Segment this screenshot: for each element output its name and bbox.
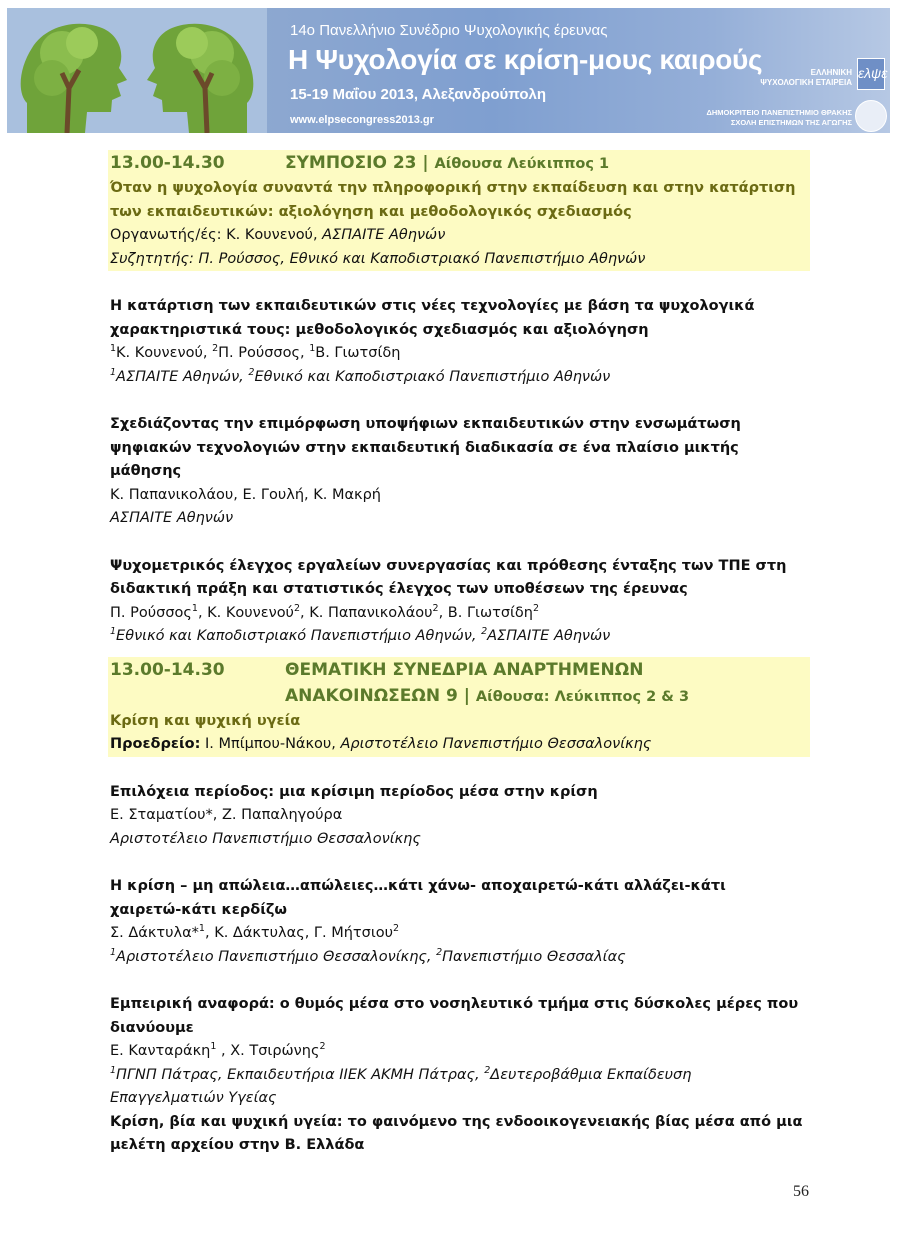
- author-separator: ,: [204, 925, 215, 941]
- paper-affiliations: ΑΣΠΑΙΤΕ Αθηνών: [110, 510, 234, 526]
- session-1-organizers-label: Οργανωτής/ές: Κ. Κουνενού,: [110, 227, 318, 243]
- duth-seal-logo: [855, 100, 887, 132]
- author-name: Π. Ρούσσος,: [218, 345, 310, 361]
- programme-content: [110, 150, 812, 1158]
- session-2-chair: [110, 733, 810, 757]
- author-name: Β. Γιωτσίδη: [315, 345, 401, 361]
- author-name: Κ. Δάκτυλας, Γ. Μήτσιου: [214, 925, 394, 941]
- affil-sup: 2: [481, 626, 488, 638]
- paper-title-line: Η κρίση – μη απώλεια…απώλειες…κάτι χάνω- αποχαιρετώ-κάτι αλλάζει-κάτι: [110, 878, 726, 894]
- author-separator: ,: [300, 604, 310, 621]
- affil-sup: 1: [110, 366, 117, 378]
- author-name: Ε. Κανταράκη: [110, 1043, 211, 1059]
- conference-dates: 15-19 Μαΐου 2013, Αλεξανδρούπολη: [290, 86, 546, 103]
- session-2-paper-4: [110, 1111, 812, 1158]
- affil-name: Αριστοτέλειο Πανεπιστήμιο Θεσσαλονίκης,: [116, 948, 437, 965]
- paper-title-line: Κρίση, βία και ψυχική υγεία: το φαινόμενο της ενδοοικογενειακής βίας μέσα από μια: [110, 1113, 803, 1130]
- author-name: Β. Γιωτσίδη: [447, 604, 533, 621]
- session-1-organizers-affiliation: ΑΣΠΑΙΤΕ Αθηνών: [322, 227, 446, 243]
- paper-authors: [110, 922, 812, 946]
- author-sup: 1: [210, 1041, 217, 1053]
- organizer-elpse-line2: ΨΥΧΟΛΟΓΙΚΗ ΕΤΑΙΡΕΙΑ: [760, 78, 852, 87]
- affil-name: Εθνικό και Καποδιστριακό Πανεπιστήμιο Αθηνών: [254, 368, 611, 385]
- paper-title-line: διδακτική πράξη και στατιστικός έλεγχος των υποθέσεων της έρευνας: [110, 581, 688, 597]
- author-separator: ,: [216, 1043, 231, 1059]
- organizer-duth-line1: ΔΗΜΟΚΡΙΤΕΙΟ ΠΑΝΕΠΙΣΤΗΜΙΟ ΘΡΑΚΗΣ: [706, 108, 852, 117]
- session-2-time-row: [110, 657, 810, 683]
- affil-sup: 2: [248, 366, 255, 378]
- paper-title-line: χαιρετώ-κάτι κερδίζω: [110, 901, 288, 918]
- affil-name: ΑΣΠΑΙΤΕ Αθηνών,: [116, 368, 249, 385]
- session-1-time-row: [110, 150, 810, 177]
- paper-title-line: ψηφιακών τεχνολογιών στην εκπαιδευτική διαδικασία σε ένα πλαίσιο μικτής: [110, 439, 739, 456]
- session-1-topic-line-2: των εκπαιδευτικών: αξιολόγηση και μεθοδολογικός σχεδιασμός: [110, 203, 632, 220]
- author-sup: 2: [393, 923, 400, 935]
- session-1-paper-1: [110, 295, 812, 389]
- session-2-title-line-1: ΘΕΜΑΤΙΚΗ ΣΥΝΕΔΡΙΑ ΑΝΑΡΤΗΜΕΝΩΝ: [285, 659, 644, 680]
- session-2-room: Αίθουσα: Λεύκιππος 2 & 3: [475, 688, 690, 705]
- author-sup: 1: [110, 343, 117, 355]
- session-1-discussant: Συζητητής: Π. Ρούσσος, Εθνικό και Καποδιστριακό Πανεπιστήμιο Αθηνών: [110, 250, 646, 267]
- affil-sup: 1: [110, 946, 117, 958]
- affil-sup: 1: [110, 626, 117, 638]
- author-sup: 2: [319, 1041, 326, 1053]
- elpse-logo: ελψε: [857, 58, 885, 90]
- paper-authors: Κ. Παπανικολάου, Ε. Γουλή, Κ. Μακρή: [110, 486, 381, 503]
- paper-affiliations-cont: Επαγγελματιών Υγείας: [110, 1090, 277, 1106]
- author-separator: ,: [197, 604, 208, 621]
- paper-authors: [110, 342, 812, 366]
- paper-title-line: διανύουμε: [110, 1019, 194, 1036]
- author-sup: 2: [432, 602, 439, 614]
- session-1-time: 13.00-14.30: [110, 153, 225, 173]
- session-1-title: ΣΥΜΠΟΣΙΟ 23 |: [285, 153, 429, 173]
- affil-name: ΠΓΝΠ Πάτρας, Εκπαιδευτήρια ΙΙΕΚ ΑΚΜΗ Πάτρας,: [116, 1066, 485, 1083]
- conference-number: 14ο Πανελλήνιο Συνέδριο Ψυχολογικής έρευνας: [290, 22, 608, 39]
- organizer-elpse: [752, 68, 852, 88]
- author-name: Κ. Παπανικολάου: [309, 604, 433, 621]
- author-name: Κ. Κουνενού,: [116, 345, 213, 361]
- author-sup: 2: [212, 343, 219, 355]
- affil-sup: 2: [484, 1064, 491, 1076]
- session-2-chair-affiliation: Αριστοτέλειο Πανεπιστήμιο Θεσσαλονίκης: [340, 736, 652, 752]
- session-2-paper-1: [110, 781, 812, 852]
- session-1-topic-line-1: Όταν η ψυχολογία συναντά την πληροφορική στην εκπαίδευση και στην κατάρτιση: [110, 180, 796, 196]
- organizer-duth-line2: ΣΧΟΛΗ ΕΠΙΣΤΗΜΩΝ ΤΗΣ ΑΓΩΓΗΣ: [730, 118, 852, 127]
- session-2-chair-name: Ι. Μπίμπου-Νάκου,: [204, 736, 336, 752]
- session-2-paper-2: [110, 875, 812, 969]
- paper-title-line: Επιλόχεια περίοδος: μια κρίσιμη περίοδος μέσα στην κρίση: [110, 783, 598, 800]
- author-sup: 2: [293, 602, 300, 614]
- affil-sup: 1: [110, 1064, 117, 1076]
- session-2-paper-3: [110, 993, 812, 1111]
- session-2-topic: Κρίση και ψυχική υγεία: [110, 712, 301, 729]
- affil-name: Δευτεροβάθμια Εκπαίδευση: [490, 1066, 692, 1083]
- conference-banner: [7, 8, 890, 133]
- paper-title-line: Εμπειρική αναφορά: ο θυμός μέσα στο νοσηλευτικό τμήμα στις δύσκολες μέρες που: [110, 996, 799, 1012]
- session-2-header: [108, 657, 810, 757]
- paper-title-line: μελέτη αρχείου στην Β. Ελλάδα: [110, 1137, 365, 1153]
- session-1-paper-3: [110, 555, 812, 649]
- paper-affiliations: [110, 625, 812, 649]
- affil-name: ΑΣΠΑΙΤΕ Αθηνών: [487, 628, 611, 644]
- paper-affiliations: [110, 366, 812, 390]
- author-sup: 1: [198, 923, 205, 935]
- session-2-title-line-2: ΑΝΑΚΟΙΝΩΣΕΩΝ 9 |: [285, 685, 470, 706]
- author-name: Κ. Κουνενού: [207, 604, 294, 621]
- paper-title-line: Σχεδιάζοντας την επιμόρφωση υποψήφιων εκπαιδευτικών στην ενσωμάτωση: [110, 416, 741, 432]
- organizer-elpse-line1: ΕΛΛΗΝΙΚΗ: [810, 68, 852, 77]
- paper-title-line: Η κατάρτιση των εκπαιδευτικών στις νέες τεχνολογίες με βάση τα ψυχολογικά: [110, 298, 755, 314]
- paper-authors: [110, 602, 812, 626]
- paper-authors: [110, 1040, 812, 1064]
- author-separator: ,: [438, 604, 448, 621]
- session-1-paper-2: [110, 413, 812, 531]
- paper-title-line: μάθησης: [110, 463, 182, 479]
- author-sup: 1: [191, 602, 198, 614]
- session-2-chair-label: Προεδρείο:: [110, 736, 201, 752]
- paper-affiliations: Αριστοτέλειο Πανεπιστήμιο Θεσσαλονίκης: [110, 830, 421, 847]
- paper-authors: Ε. Σταματίου*, Ζ. Παπαληγούρα: [110, 807, 343, 823]
- session-1-organizers: [110, 224, 810, 248]
- affil-name: Πανεπιστήμιο Θεσσαλίας: [442, 948, 626, 965]
- conference-title: Η Ψυχολογία σε κρίση-μους καιρούς: [288, 44, 763, 75]
- paper-title-line: Ψυχομετρικός έλεγχος εργαλείων συνεργασίας και πρόθεσης ένταξης των ΤΠΕ στη: [110, 557, 787, 574]
- session-1-header: [108, 150, 810, 271]
- author-name: Σ. Δάκτυλα*: [110, 925, 199, 941]
- paper-affiliations: [110, 946, 812, 970]
- organizer-duth: [667, 108, 852, 128]
- paper-title-line: χαρακτηριστικά τους: μεθοδολογικός σχεδιασμός και αξιολόγηση: [110, 321, 649, 338]
- author-name: Π. Ρούσσος: [110, 604, 192, 621]
- author-name: Χ. Τσιρώνης: [230, 1043, 320, 1059]
- author-sup: 1: [309, 343, 316, 355]
- two-heads-trees-illustration: [7, 8, 267, 133]
- conference-url[interactable]: www.elpsecongress2013.gr: [290, 114, 434, 126]
- paper-affiliations: [110, 1064, 812, 1088]
- session-2-title-row-2: [110, 683, 810, 710]
- session-1-room: Αίθουσα Λεύκιππος 1: [434, 156, 610, 172]
- affil-sup: 2: [436, 946, 443, 958]
- affil-name: Εθνικό και Καποδιστριακό Πανεπιστήμιο Αθηνών,: [116, 628, 482, 644]
- author-sup: 2: [532, 602, 540, 614]
- page-number: 56: [793, 1183, 809, 1200]
- session-2-time: 13.00-14.30: [110, 659, 225, 680]
